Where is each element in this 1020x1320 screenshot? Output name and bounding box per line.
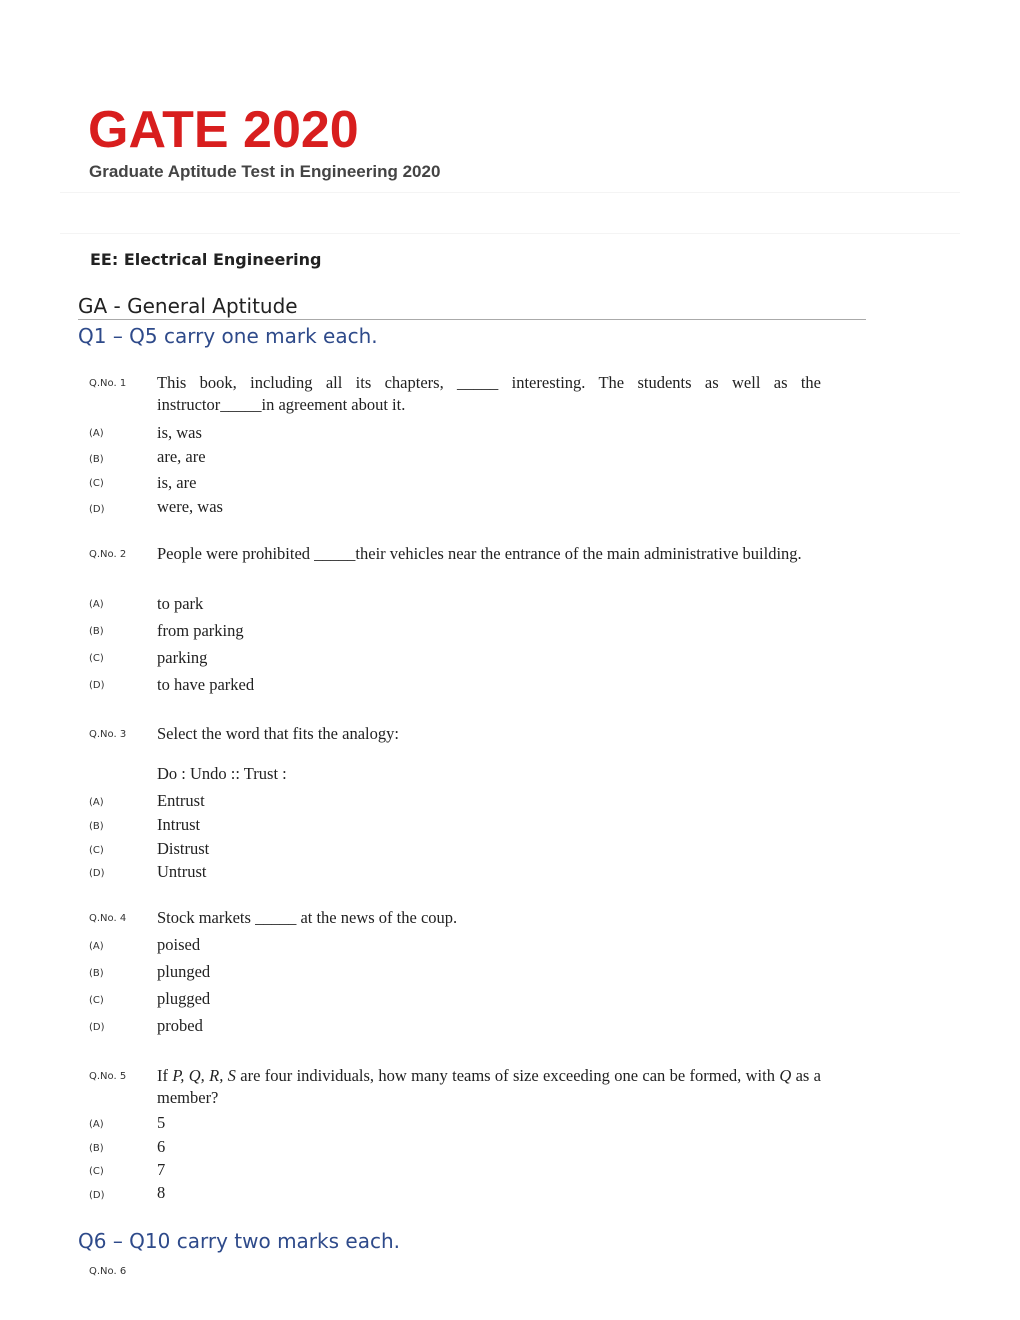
- analogy-text: Do : Undo :: Trust :: [157, 764, 287, 783]
- option-text: Entrust: [157, 791, 205, 810]
- option-text: to park: [157, 594, 204, 613]
- question-number: Q.No. 1: [89, 378, 127, 389]
- option-text: from parking: [157, 621, 244, 640]
- paper-name: EE: Electrical Engineering: [90, 250, 322, 269]
- option-label: (B): [89, 626, 104, 637]
- option-text: plugged: [157, 989, 211, 1008]
- option-text: are, are: [157, 447, 206, 466]
- subsection-heading-q1-q5: Q1 – Q5 carry one mark each.: [78, 324, 378, 348]
- question-text: Select the word that fits the analogy:: [157, 724, 399, 743]
- option-text: 7: [157, 1160, 166, 1179]
- option-label: (C): [89, 653, 104, 664]
- option-label: (B): [89, 454, 104, 465]
- option-label: (A): [89, 428, 104, 439]
- option-label: (C): [89, 995, 104, 1006]
- option-text: to have parked: [157, 675, 255, 694]
- subsection-heading-q6-q10: Q6 – Q10 carry two marks each.: [78, 1229, 400, 1253]
- option-label: (C): [89, 1166, 104, 1177]
- option-label: (B): [89, 1143, 104, 1154]
- question-text: If P, Q, R, S are four individuals, how many teams of size exceeding one can be formed, with Q as a member?: [157, 1066, 821, 1107]
- option-text: Intrust: [157, 815, 201, 834]
- option-label: (D): [89, 680, 105, 691]
- question-text: This book, including all its chapters, _____ interesting. The students as well as the instructor_____in agreement about it.: [157, 373, 821, 414]
- option-label: (D): [89, 1022, 105, 1033]
- option-label: (C): [89, 845, 104, 856]
- option-text: Distrust: [157, 839, 210, 858]
- option-text: 6: [157, 1137, 166, 1156]
- option-text: were, was: [157, 497, 223, 516]
- option-text: 5: [157, 1113, 166, 1132]
- option-label: (D): [89, 504, 105, 515]
- option-label: (D): [89, 1190, 105, 1201]
- option-label: (C): [89, 478, 104, 489]
- option-text: probed: [157, 1016, 203, 1035]
- question-number: Q.No. 6: [89, 1266, 127, 1277]
- section-heading: GA - General Aptitude: [78, 294, 866, 320]
- option-text: parking: [157, 648, 208, 667]
- option-label: (A): [89, 797, 104, 808]
- option-label: (B): [89, 968, 104, 979]
- option-label: (A): [89, 941, 104, 952]
- option-text: plunged: [157, 962, 211, 981]
- option-label: (D): [89, 868, 105, 879]
- question-number: Q.No. 3: [89, 729, 127, 740]
- option-label: (B): [89, 821, 104, 832]
- option-text: 8: [157, 1183, 166, 1202]
- question-text: People were prohibited _____their vehicles near the entrance of the main administrative building.: [157, 544, 802, 563]
- option-text: is, are: [157, 473, 197, 492]
- option-label: (A): [89, 1119, 104, 1130]
- option-text: is, was: [157, 423, 202, 442]
- question-number: Q.No. 5: [89, 1071, 127, 1082]
- document-title: GATE 2020: [88, 101, 359, 159]
- document-subtitle: Graduate Aptitude Test in Engineering 2020: [89, 162, 441, 181]
- question-number: Q.No. 4: [89, 913, 127, 924]
- question-text: Stock markets _____ at the news of the coup.: [157, 908, 458, 927]
- option-text: poised: [157, 935, 201, 954]
- question-number: Q.No. 2: [89, 549, 127, 560]
- header-divider: [60, 192, 960, 234]
- option-label: (A): [89, 599, 104, 610]
- option-text: Untrust: [157, 862, 207, 881]
